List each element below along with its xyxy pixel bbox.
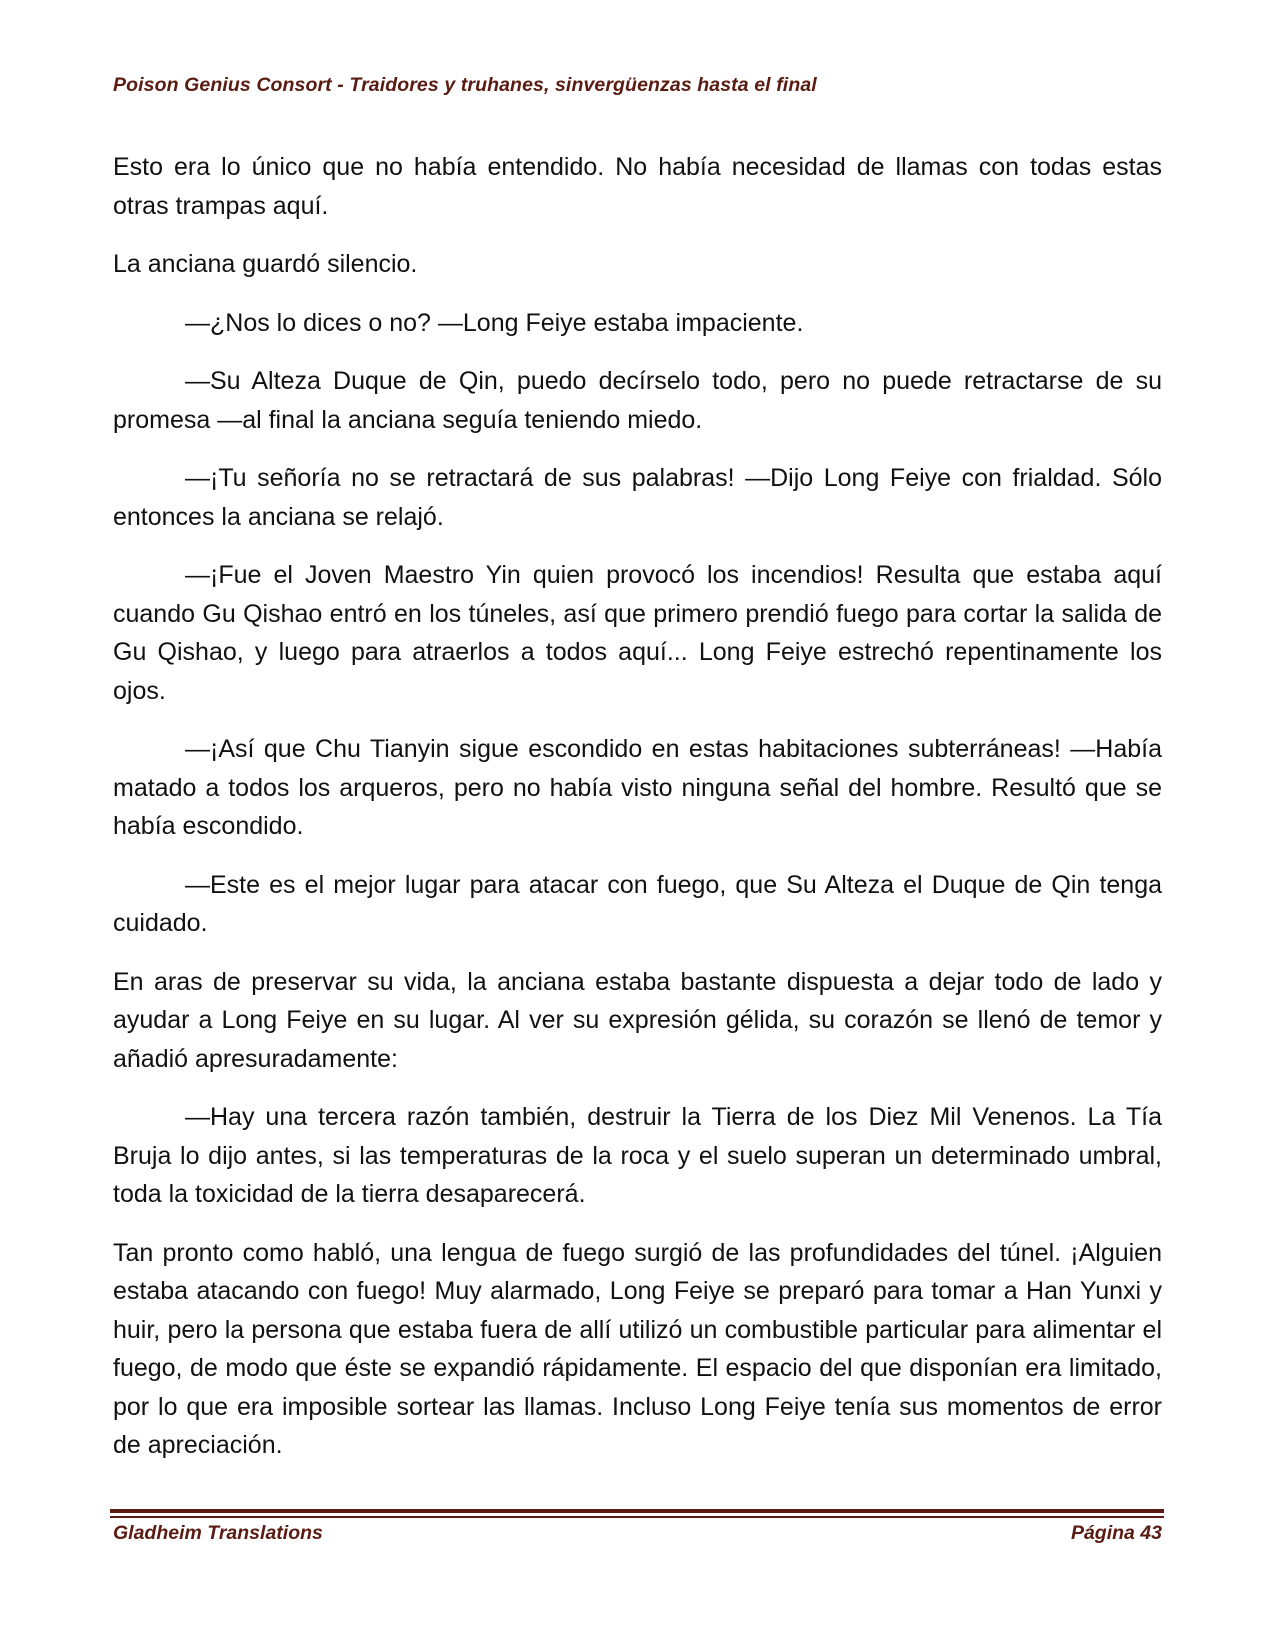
paragraph: Esto era lo único que no había entendido. No había necesidad de llamas con todas estas otras trampas aquí.	[113, 153, 1162, 220]
footer-publisher: Gladheim Translations	[113, 1522, 323, 1544]
paragraph: La anciana guardó silencio.	[113, 250, 418, 278]
paragraph: Tan pronto como habló, una lengua de fuego surgió de las profundidades del túnel. ¡Alguien estaba atacando con fuego! Muy alarmado, Long Feiye se preparó para tomar a Han Yunxi y huir, pero la persona que estaba fuera de allí utilizó un combustible particular para alimentar el fuego, de modo que éste se expandió rápidamente. El espacio del que disponían era limitado, por lo que era imposible sortear las llamas. Incluso Long Feiye tenía sus momentos de error de apreciación.	[113, 1238, 1162, 1459]
footer-divider-thick	[110, 1509, 1164, 1513]
dialogue-paragraph: —¡Fue el Joven Maestro Yin quien provocó los incendios! Resulta que estaba aquí cuando Gu Qishao entró en los túneles, así que primero prendió fuego para cortar la salida de Gu Qishao, y luego para atraerlos a todos aquí... Long Feiye estrechó repentinamente los ojos.	[113, 561, 1162, 705]
dialogue-paragraph: —Hay una tercera razón también, destruir la Tierra de los Diez Mil Venenos. La Tía Bruja lo dijo antes, si las temperaturas de la roca y el suelo superan un determinado umbral, toda la toxicidad de la tierra desaparecerá.	[113, 1103, 1162, 1208]
footer-divider-thin	[110, 1516, 1164, 1518]
page-header: Poison Genius Consort - Traidores y truhanes, sinvergüenzas hasta el final	[113, 74, 817, 96]
dialogue-paragraph: —¡Tu señoría no se retractará de sus palabras! —Dijo Long Feiye con frialdad. Sólo entonces la anciana se relajó.	[113, 464, 1162, 531]
document-body	[113, 148, 1162, 1485]
footer-page-number: Página 43	[1070, 1522, 1162, 1544]
paragraph: En aras de preservar su vida, la anciana estaba bastante dispuesta a dejar todo de lado y ayudar a Long Feiye en su lugar. Al ver su expresión gélida, su corazón se llenó de temor y añadió apresuradamente:	[113, 967, 1162, 1073]
dialogue-paragraph: —Este es el mejor lugar para atacar con fuego, que Su Alteza el Duque de Qin tenga cuidado.	[113, 870, 1162, 937]
dialogue-paragraph: —¡Así que Chu Tianyin sigue escondido en estas habitaciones subterráneas! —Había matado a todos los arqueros, pero no había visto ninguna señal del hombre. Resultó que se había escondido.	[113, 735, 1162, 840]
dialogue-paragraph: —Su Alteza Duque de Qin, puedo decírselo todo, pero no puede retractarse de su promesa —al final la anciana seguía teniendo miedo.	[113, 367, 1162, 434]
dialogue-paragraph: —¿Nos lo dices o no? —Long Feiye estaba impaciente.	[185, 308, 804, 337]
